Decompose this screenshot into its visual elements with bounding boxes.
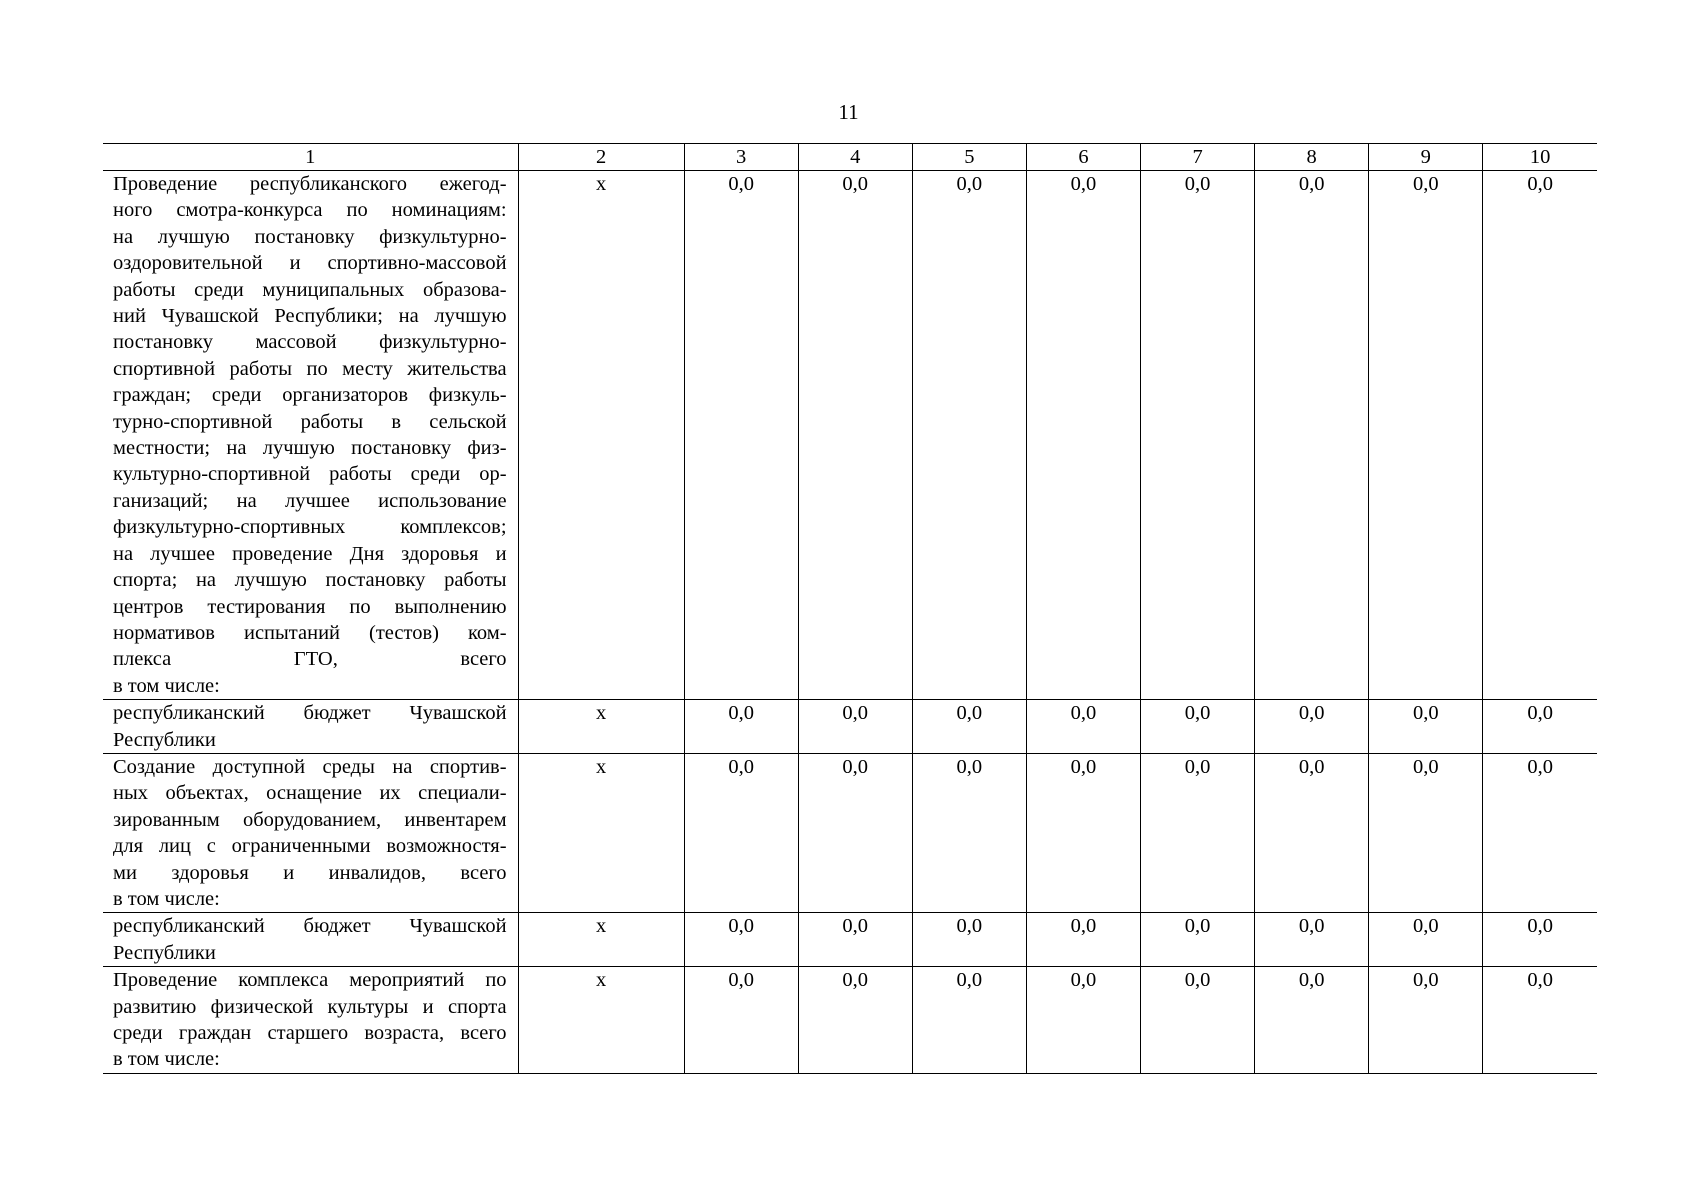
description-line: центров тестирования по выполнению: [113, 595, 507, 618]
description-line: оздоровительной и спортивно-массовой: [113, 252, 507, 275]
value-cell: 0,0: [684, 171, 798, 700]
page-number: 11: [838, 100, 859, 124]
description-line: Создание доступной среды на спортив-: [113, 755, 507, 778]
table-row: [103, 967, 1597, 1074]
value-cell: 0,0: [1141, 967, 1255, 1074]
description-line: развитию физической культуры и спорта: [113, 995, 507, 1018]
value-cell: 0,0: [1369, 171, 1483, 700]
value-cell: 0,0: [1141, 913, 1255, 967]
description-line: турно-спортивной работы в сельской: [113, 410, 507, 433]
value-cell: 0,0: [1369, 967, 1483, 1074]
value-cell: 0,0: [798, 913, 912, 967]
column-header: 8: [1255, 144, 1369, 171]
value-cell: 0,0: [684, 700, 798, 754]
row-mark: х: [518, 913, 684, 967]
value-cell: 0,0: [1026, 753, 1140, 912]
row-mark: х: [518, 700, 684, 754]
description-line: в том числе:: [113, 674, 220, 697]
row-description: [103, 171, 518, 700]
value-cell: 0,0: [798, 700, 912, 754]
value-cell: 0,0: [1141, 171, 1255, 700]
description-line: спортивной работы по месту жительства: [113, 357, 507, 380]
column-header: 1: [103, 144, 518, 171]
value-cell: 0,0: [1369, 753, 1483, 912]
description-line: на лучшую постановку физкультурно-: [113, 225, 507, 248]
description-line: Проведение комплекса мероприятий по: [113, 969, 507, 992]
row-description: [103, 753, 518, 912]
value-cell: 0,0: [1026, 913, 1140, 967]
column-header: 3: [684, 144, 798, 171]
description-line: ного смотра-конкурса по номинациям:: [113, 199, 507, 222]
value-cell: 0,0: [1483, 913, 1597, 967]
value-cell: 0,0: [1483, 171, 1597, 700]
value-cell: 0,0: [1255, 967, 1369, 1074]
column-number-row: [103, 144, 1597, 171]
description-line: для лиц с ограниченными возможностя-: [113, 835, 507, 858]
description-line: Республики: [113, 728, 216, 751]
value-cell: 0,0: [1141, 753, 1255, 912]
value-cell: 0,0: [1483, 967, 1597, 1074]
description-line: ганизаций; на лучшее использование: [113, 489, 507, 512]
description-line: ний Чувашской Республики; на лучшую: [113, 305, 507, 328]
description-line: физкультурно-спортивных комплексов;: [113, 516, 507, 539]
value-cell: 0,0: [1141, 700, 1255, 754]
value-cell: 0,0: [912, 913, 1026, 967]
column-header: 4: [798, 144, 912, 171]
table-row: [103, 753, 1597, 912]
value-cell: 0,0: [798, 753, 912, 912]
value-cell: 0,0: [1369, 913, 1483, 967]
row-mark: х: [518, 171, 684, 700]
column-header: 5: [912, 144, 1026, 171]
description-line: Проведение республиканского ежегод-: [113, 173, 507, 195]
description-line: плекса ГТО, всего: [113, 648, 507, 671]
value-cell: 0,0: [1255, 700, 1369, 754]
value-cell: 0,0: [1255, 171, 1369, 700]
table-row: [103, 700, 1597, 754]
row-description: [103, 967, 518, 1074]
value-cell: 0,0: [912, 753, 1026, 912]
description-line: культурно-спортивной работы среди ор-: [113, 463, 507, 486]
description-line: Республики: [113, 941, 216, 964]
row-description: [103, 700, 518, 754]
row-mark: х: [518, 753, 684, 912]
description-line: ми здоровья и инвалидов, всего: [113, 861, 507, 884]
value-cell: 0,0: [1255, 753, 1369, 912]
description-line: в том числе:: [113, 887, 220, 910]
description-line: граждан; среди организаторов физкуль-: [113, 384, 507, 407]
column-header: 7: [1141, 144, 1255, 171]
column-header: 2: [518, 144, 684, 171]
budget-table: [103, 143, 1597, 1074]
description-line: в том числе:: [113, 1048, 220, 1071]
row-description: [103, 913, 518, 967]
description-line: нормативов испытаний (тестов) ком-: [113, 621, 507, 644]
description-line: республиканский бюджет Чувашской: [113, 915, 507, 938]
value-cell: 0,0: [684, 967, 798, 1074]
description-line: постановку массовой физкультурно-: [113, 331, 507, 354]
value-cell: 0,0: [912, 967, 1026, 1074]
row-mark: х: [518, 967, 684, 1074]
value-cell: 0,0: [1483, 753, 1597, 912]
value-cell: 0,0: [798, 171, 912, 700]
value-cell: 0,0: [1483, 700, 1597, 754]
value-cell: 0,0: [1255, 913, 1369, 967]
column-header: 9: [1369, 144, 1483, 171]
column-header: 6: [1026, 144, 1140, 171]
column-header: 10: [1483, 144, 1597, 171]
description-line: спорта; на лучшую постановку работы: [113, 569, 507, 592]
description-line: ных объектах, оснащение их специали-: [113, 782, 507, 805]
value-cell: 0,0: [798, 967, 912, 1074]
value-cell: 0,0: [684, 753, 798, 912]
value-cell: 0,0: [684, 913, 798, 967]
value-cell: 0,0: [1026, 700, 1140, 754]
value-cell: 0,0: [1369, 700, 1483, 754]
description-line: зированным оборудованием, инвентарем: [113, 808, 507, 831]
description-line: среди граждан старшего возраста, всего: [113, 1022, 507, 1044]
description-line: республиканский бюджет Чувашской: [113, 702, 507, 725]
value-cell: 0,0: [912, 171, 1026, 700]
value-cell: 0,0: [1026, 171, 1140, 700]
value-cell: 0,0: [1026, 967, 1140, 1074]
description-line: работы среди муниципальных образова-: [113, 278, 507, 301]
description-line: на лучшее проведение Дня здоровья и: [113, 542, 507, 565]
description-line: местности; на лучшую постановку физ-: [113, 437, 507, 460]
value-cell: 0,0: [912, 700, 1026, 754]
table-row: [103, 913, 1597, 967]
table-row: [103, 171, 1597, 700]
